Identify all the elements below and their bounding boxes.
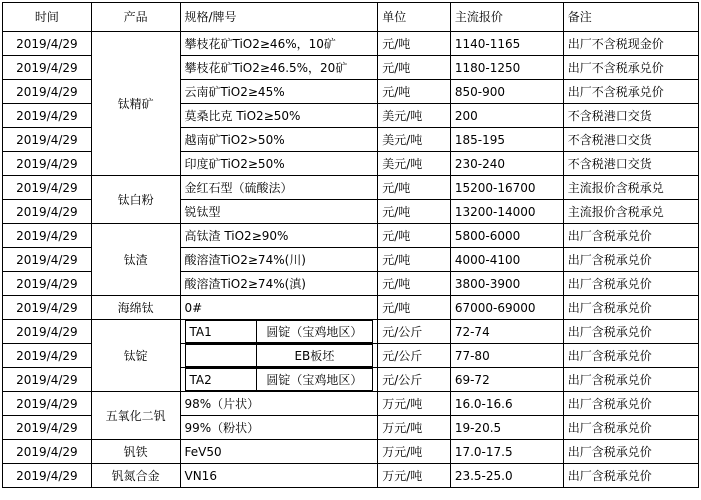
cell-unit: 元/公斤 bbox=[378, 320, 451, 344]
cell-spec: 0# bbox=[180, 296, 378, 320]
header-row bbox=[3, 3, 699, 32]
cell-remark: 不含税港口交货 bbox=[563, 152, 698, 176]
cell-product: 五氧化二钒 bbox=[91, 392, 180, 440]
cell-time: 2019/4/29 bbox=[3, 248, 92, 272]
cell-unit: 元/吨 bbox=[378, 176, 451, 200]
cell-price: 16.0-16.6 bbox=[450, 392, 563, 416]
column-header-spec: 规格/牌号 bbox=[180, 3, 378, 32]
cell-time: 2019/4/29 bbox=[3, 416, 92, 440]
cell-time: 2019/4/29 bbox=[3, 320, 92, 344]
cell-remark: 出厂含税承兑价 bbox=[563, 344, 698, 368]
column-header-product: 产品 bbox=[91, 3, 180, 32]
cell-price: 69-72 bbox=[450, 368, 563, 392]
cell-remark: 出厂不含税现金价 bbox=[563, 32, 698, 56]
table-row bbox=[3, 296, 699, 320]
cell-price: 13200-14000 bbox=[450, 200, 563, 224]
cell-spec bbox=[180, 320, 378, 344]
table-row bbox=[3, 32, 699, 56]
cell-time: 2019/4/29 bbox=[3, 128, 92, 152]
cell-price: 1180-1250 bbox=[450, 56, 563, 80]
cell-unit: 美元/吨 bbox=[378, 104, 451, 128]
cell-price: 19-20.5 bbox=[450, 416, 563, 440]
cell-spec-grade bbox=[185, 345, 256, 367]
cell-spec: 莫桑比克 TiO2≥50% bbox=[180, 104, 378, 128]
cell-price: 72-74 bbox=[450, 320, 563, 344]
cell-spec-grade: TA1 bbox=[185, 321, 256, 343]
cell-product: 钛白粉 bbox=[91, 176, 180, 224]
cell-spec-grade: TA2 bbox=[185, 369, 256, 391]
cell-remark: 出厂含税承兑价 bbox=[563, 392, 698, 416]
cell-unit: 元/吨 bbox=[378, 56, 451, 80]
cell-spec: 酸溶渣TiO2≥74%(滇) bbox=[180, 272, 378, 296]
cell-price: 17.0-17.5 bbox=[450, 440, 563, 464]
cell-price: 1140-1165 bbox=[450, 32, 563, 56]
cell-price: 23.5-25.0 bbox=[450, 464, 563, 488]
cell-unit: 元/吨 bbox=[378, 248, 451, 272]
cell-spec-form: EB板坯 bbox=[256, 345, 373, 367]
table-row bbox=[3, 392, 699, 416]
cell-time: 2019/4/29 bbox=[3, 80, 92, 104]
cell-price: 3800-3900 bbox=[450, 272, 563, 296]
cell-price: 15200-16700 bbox=[450, 176, 563, 200]
cell-unit: 元/公斤 bbox=[378, 368, 451, 392]
cell-spec-form: 圆锭（宝鸡地区） bbox=[256, 369, 373, 391]
cell-price: 4000-4100 bbox=[450, 248, 563, 272]
cell-remark: 出厂含税承兑价 bbox=[563, 296, 698, 320]
cell-time: 2019/4/29 bbox=[3, 440, 92, 464]
cell-time: 2019/4/29 bbox=[3, 104, 92, 128]
cell-spec-form: 圆锭（宝鸡地区） bbox=[256, 321, 373, 343]
cell-time: 2019/4/29 bbox=[3, 152, 92, 176]
cell-remark: 出厂含税承兑价 bbox=[563, 440, 698, 464]
cell-unit: 元/吨 bbox=[378, 272, 451, 296]
price-table bbox=[2, 2, 699, 488]
cell-price: 230-240 bbox=[450, 152, 563, 176]
cell-product: 钛精矿 bbox=[91, 32, 180, 176]
cell-price: 185-195 bbox=[450, 128, 563, 152]
cell-time: 2019/4/29 bbox=[3, 224, 92, 248]
cell-time: 2019/4/29 bbox=[3, 272, 92, 296]
cell-remark: 出厂含税承兑价 bbox=[563, 416, 698, 440]
cell-remark: 出厂含税承兑价 bbox=[563, 320, 698, 344]
cell-spec: FeV50 bbox=[180, 440, 378, 464]
cell-spec: 金红石型（硫酸法） bbox=[180, 176, 378, 200]
cell-remark: 出厂含税承兑价 bbox=[563, 224, 698, 248]
cell-remark: 出厂含税承兑价 bbox=[563, 464, 698, 488]
cell-remark: 出厂含税承兑价 bbox=[563, 368, 698, 392]
cell-unit: 美元/吨 bbox=[378, 152, 451, 176]
table-row bbox=[3, 176, 699, 200]
cell-spec: 酸溶渣TiO2≥74%(川) bbox=[180, 248, 378, 272]
cell-product: 钛渣 bbox=[91, 224, 180, 296]
cell-unit: 万元/吨 bbox=[378, 416, 451, 440]
cell-unit: 元/公斤 bbox=[378, 344, 451, 368]
cell-spec: 攀枝花矿TiO2≥46.5%，20矿 bbox=[180, 56, 378, 80]
cell-unit: 万元/吨 bbox=[378, 392, 451, 416]
cell-product: 钒铁 bbox=[91, 440, 180, 464]
cell-remark: 出厂不含税承兑价 bbox=[563, 56, 698, 80]
cell-spec: 99%（粉状） bbox=[180, 416, 378, 440]
cell-spec: 云南矿TiO2≥45% bbox=[180, 80, 378, 104]
cell-spec bbox=[180, 344, 378, 368]
cell-unit: 元/吨 bbox=[378, 296, 451, 320]
cell-price: 67000-69000 bbox=[450, 296, 563, 320]
cell-product: 钒氮合金 bbox=[91, 464, 180, 488]
cell-time: 2019/4/29 bbox=[3, 368, 92, 392]
cell-time: 2019/4/29 bbox=[3, 296, 92, 320]
cell-time: 2019/4/29 bbox=[3, 344, 92, 368]
cell-unit: 万元/吨 bbox=[378, 464, 451, 488]
cell-product: 海绵钛 bbox=[91, 296, 180, 320]
cell-remark: 出厂含税承兑价 bbox=[563, 248, 698, 272]
cell-time: 2019/4/29 bbox=[3, 32, 92, 56]
cell-price: 5800-6000 bbox=[450, 224, 563, 248]
table-body bbox=[3, 32, 699, 488]
cell-spec: 98%（片状） bbox=[180, 392, 378, 416]
column-header-time: 时间 bbox=[3, 3, 92, 32]
cell-spec: 锐钛型 bbox=[180, 200, 378, 224]
cell-product: 钛锭 bbox=[91, 320, 180, 392]
cell-remark: 不含税港口交货 bbox=[563, 128, 698, 152]
cell-time: 2019/4/29 bbox=[3, 56, 92, 80]
cell-price: 77-80 bbox=[450, 344, 563, 368]
cell-unit: 万元/吨 bbox=[378, 440, 451, 464]
cell-remark: 出厂不含税承兑价 bbox=[563, 80, 698, 104]
column-header-remark: 备注 bbox=[563, 3, 698, 32]
cell-spec: VN16 bbox=[180, 464, 378, 488]
cell-unit: 元/吨 bbox=[378, 32, 451, 56]
cell-spec: 高钛渣 TiO2≥90% bbox=[180, 224, 378, 248]
cell-spec bbox=[180, 368, 378, 392]
cell-unit: 美元/吨 bbox=[378, 128, 451, 152]
cell-unit: 元/吨 bbox=[378, 200, 451, 224]
column-header-unit: 单位 bbox=[378, 3, 451, 32]
cell-spec: 印度矿TiO2≥50% bbox=[180, 152, 378, 176]
cell-unit: 元/吨 bbox=[378, 224, 451, 248]
cell-remark: 不含税港口交货 bbox=[563, 104, 698, 128]
cell-time: 2019/4/29 bbox=[3, 176, 92, 200]
table-header bbox=[3, 3, 699, 32]
cell-unit: 元/吨 bbox=[378, 80, 451, 104]
cell-remark: 主流报价含税承兑 bbox=[563, 176, 698, 200]
table-row bbox=[3, 464, 699, 488]
cell-price: 850-900 bbox=[450, 80, 563, 104]
cell-time: 2019/4/29 bbox=[3, 392, 92, 416]
cell-remark: 出厂含税承兑价 bbox=[563, 272, 698, 296]
cell-time: 2019/4/29 bbox=[3, 464, 92, 488]
table-row bbox=[3, 224, 699, 248]
cell-price: 200 bbox=[450, 104, 563, 128]
cell-remark: 主流报价含税承兑 bbox=[563, 200, 698, 224]
cell-spec: 攀枝花矿TiO2≥46%，10矿 bbox=[180, 32, 378, 56]
table-row bbox=[3, 320, 699, 344]
cell-spec: 越南矿TiO2>50% bbox=[180, 128, 378, 152]
column-header-price: 主流报价 bbox=[450, 3, 563, 32]
table-row bbox=[3, 440, 699, 464]
cell-time: 2019/4/29 bbox=[3, 200, 92, 224]
